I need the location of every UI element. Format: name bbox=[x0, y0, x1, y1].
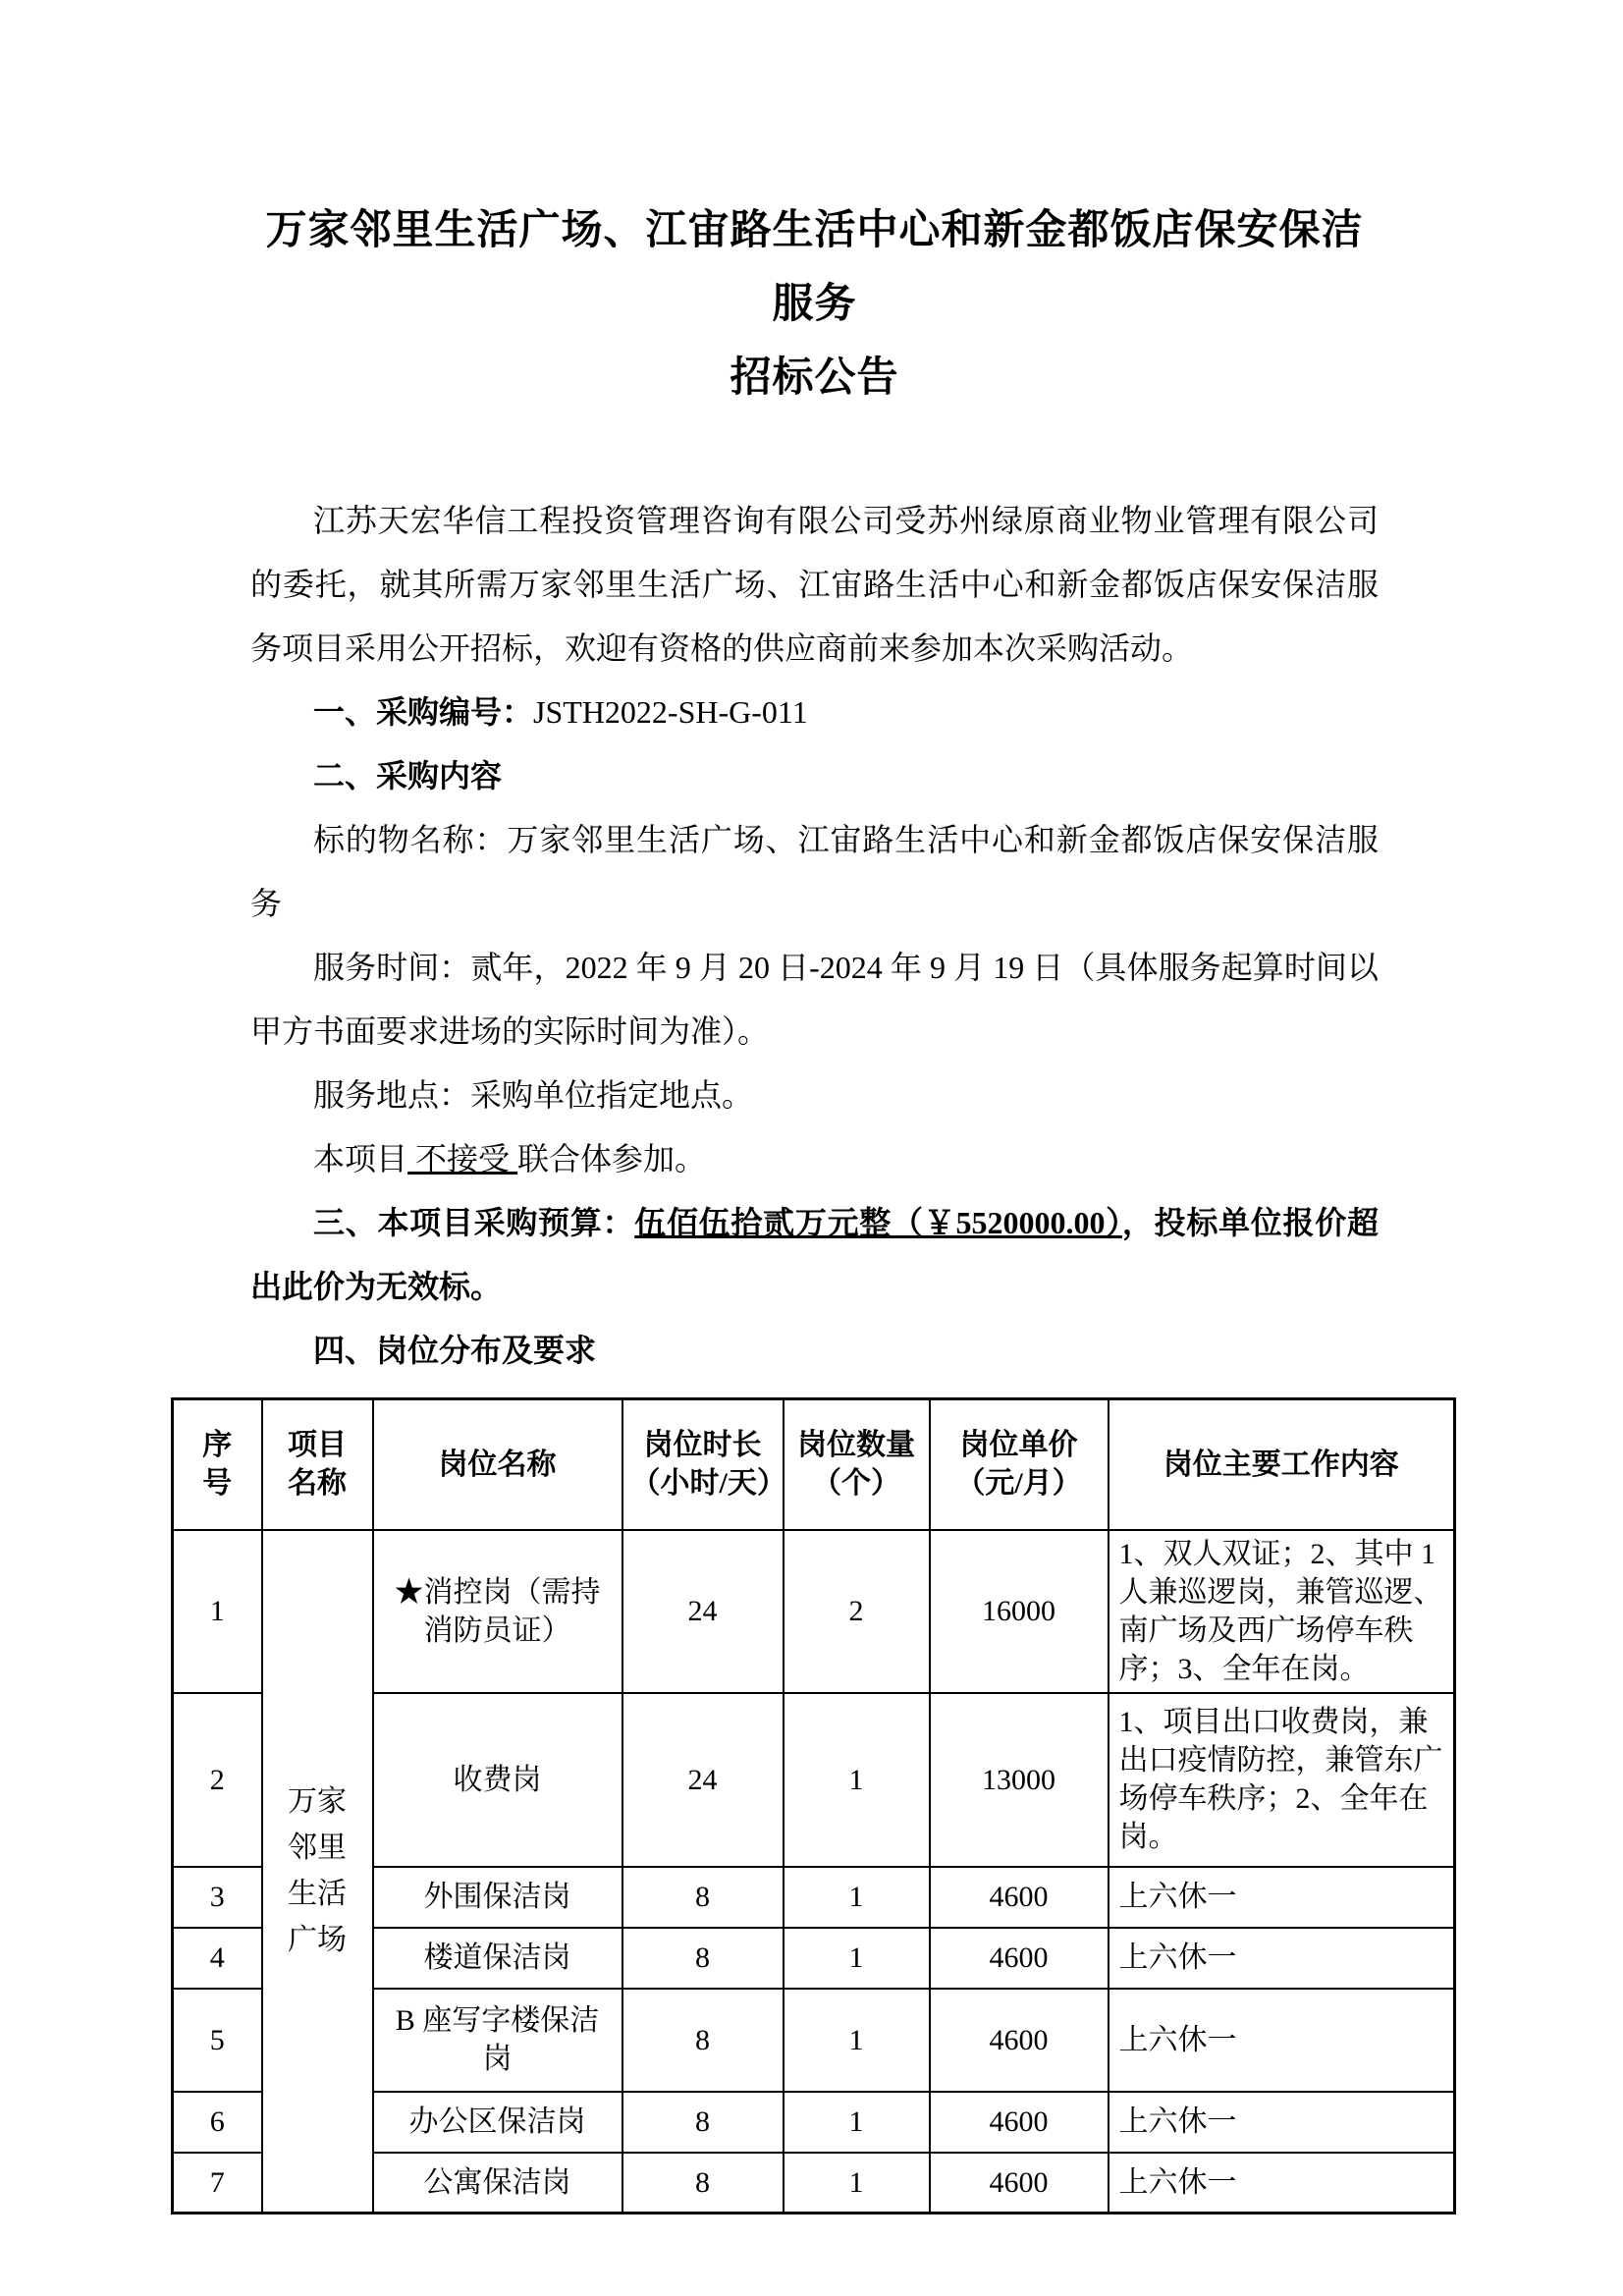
cell-project-group bbox=[262, 1530, 373, 2214]
cell-price: 4600 bbox=[930, 2153, 1109, 2214]
col-header-post: 岗位名称 bbox=[373, 1399, 622, 1530]
cell-price: 4600 bbox=[930, 1867, 1109, 1928]
cell-post: 收费岗 bbox=[373, 1693, 622, 1867]
cell-count: 1 bbox=[784, 1928, 930, 1989]
col-header-project: 项目名称 bbox=[262, 1399, 373, 1530]
positions-table bbox=[171, 1397, 1456, 2214]
intro-paragraph: 江苏天宏华信工程投资管理咨询有限公司受苏州绿原商业物业管理有限公司的委托，就其所需万家邻里生活广场、江宙路生活中心和新金都饭店保安保洁服务项目采用公开招标，欢迎有资格的供应商前来参加本次采购活动。 bbox=[250, 503, 1379, 666]
budget-line bbox=[250, 1191, 1379, 1319]
table-row bbox=[173, 1530, 1455, 1693]
cell-seq: 3 bbox=[173, 1867, 262, 1928]
cell-post: B 座写字楼保洁岗 bbox=[373, 1989, 622, 2092]
cell-price: 4600 bbox=[930, 2092, 1109, 2153]
consortium-line bbox=[250, 1127, 1379, 1191]
cell-seq: 6 bbox=[173, 2092, 262, 2153]
budget-underlined-value: 伍佰伍拾贰万元整（￥5520000.00） bbox=[634, 1205, 1122, 1240]
cell-hours: 8 bbox=[622, 2092, 784, 2153]
cell-duty: 1、双人双证；2、其中 1 人兼巡逻岗，兼管巡逻、南广场及西广场停车秩序；3、全年在岗。 bbox=[1109, 1530, 1455, 1693]
cell-hours: 24 bbox=[622, 1693, 784, 1867]
cell-post: 公寓保洁岗 bbox=[373, 2153, 622, 2214]
document-body bbox=[202, 489, 1443, 2214]
cell-count: 1 bbox=[784, 1693, 930, 1867]
cell-post: 办公区保洁岗 bbox=[373, 2092, 622, 2153]
procurement-number-label: 一、采购编号： bbox=[313, 694, 534, 730]
cell-hours: 8 bbox=[622, 1989, 784, 2092]
cell-seq: 7 bbox=[173, 2153, 262, 2214]
service-time-line: 服务时间：贰年，2022 年 9 月 20 日-2024 年 9 月 19 日（具体服务起算时间以甲方书面要求进场的实际时间为准）。 bbox=[250, 950, 1379, 1049]
cell-seq: 1 bbox=[173, 1530, 262, 1693]
cell-count: 1 bbox=[784, 1989, 930, 2092]
cell-seq: 5 bbox=[173, 1989, 262, 2092]
cell-duty: 上六休一 bbox=[1109, 2092, 1455, 2153]
table-header-row bbox=[173, 1399, 1455, 1530]
cell-hours: 24 bbox=[622, 1530, 784, 1693]
consortium-underlined-value: 不接受 bbox=[407, 1141, 518, 1176]
cell-hours: 8 bbox=[622, 1867, 784, 1928]
cell-duty: 上六休一 bbox=[1109, 2153, 1455, 2214]
cell-hours: 8 bbox=[622, 1928, 784, 1989]
cell-duty: 上六休一 bbox=[1109, 1989, 1455, 2092]
col-header-hours: 岗位时长（小时/天） bbox=[622, 1399, 784, 1530]
col-header-seq: 序号 bbox=[173, 1399, 262, 1530]
cell-count: 1 bbox=[784, 2153, 930, 2214]
cell-seq: 4 bbox=[173, 1928, 262, 1989]
cell-post: 外围保洁岗 bbox=[373, 1867, 622, 1928]
cell-post: ★消控岗（需持消防员证） bbox=[373, 1530, 622, 1693]
project-group-text: 万家邻里生活广场 bbox=[288, 1785, 347, 1957]
document-title-line1: 万家邻里生活广场、江宙路生活中心和新金都饭店保安保洁服务 bbox=[265, 208, 1364, 327]
service-place-line: 服务地点：采购单位指定地点。 bbox=[313, 1077, 754, 1113]
cell-post: 楼道保洁岗 bbox=[373, 1928, 622, 1989]
cell-price: 13000 bbox=[930, 1693, 1109, 1867]
section-heading-positions: 四、岗位分布及要求 bbox=[313, 1333, 597, 1368]
cell-seq: 2 bbox=[173, 1693, 262, 1867]
col-header-count: 岗位数量（个） bbox=[784, 1399, 930, 1530]
cell-count: 1 bbox=[784, 2092, 930, 2153]
budget-label: 三、本项目采购预算： bbox=[313, 1205, 635, 1240]
cell-count: 1 bbox=[784, 1867, 930, 1928]
cell-duty: 上六休一 bbox=[1109, 1928, 1455, 1989]
consortium-suffix: 联合体参加。 bbox=[517, 1141, 707, 1176]
document-title-line2: 招标公告 bbox=[730, 355, 899, 401]
consortium-prefix: 本项目 bbox=[313, 1141, 408, 1176]
procurement-number-line bbox=[250, 681, 1379, 744]
subject-name-line: 标的物名称：万家邻里生活广场、江宙路生活中心和新金都饭店保安保洁服务 bbox=[250, 822, 1379, 921]
col-header-price: 岗位单价（元/月） bbox=[930, 1399, 1109, 1530]
cell-hours: 8 bbox=[622, 2153, 784, 2214]
cell-price: 16000 bbox=[930, 1530, 1109, 1693]
cell-count: 2 bbox=[784, 1530, 930, 1693]
procurement-number-value: JSTH2022-SH-G-011 bbox=[533, 694, 808, 730]
col-header-duty: 岗位主要工作内容 bbox=[1109, 1399, 1455, 1530]
cell-price: 4600 bbox=[930, 1989, 1109, 2092]
cell-price: 4600 bbox=[930, 1928, 1109, 1989]
cell-duty: 上六休一 bbox=[1109, 1867, 1455, 1928]
cell-duty: 1、项目出口收费岗，兼出口疫情防控，兼管东广场停车秩序；2、全年在岗。 bbox=[1109, 1693, 1455, 1867]
budget-suffix: ，投标单位报价超出此价为无效标。 bbox=[250, 1205, 1379, 1304]
section-heading-content: 二、采购内容 bbox=[313, 758, 503, 793]
